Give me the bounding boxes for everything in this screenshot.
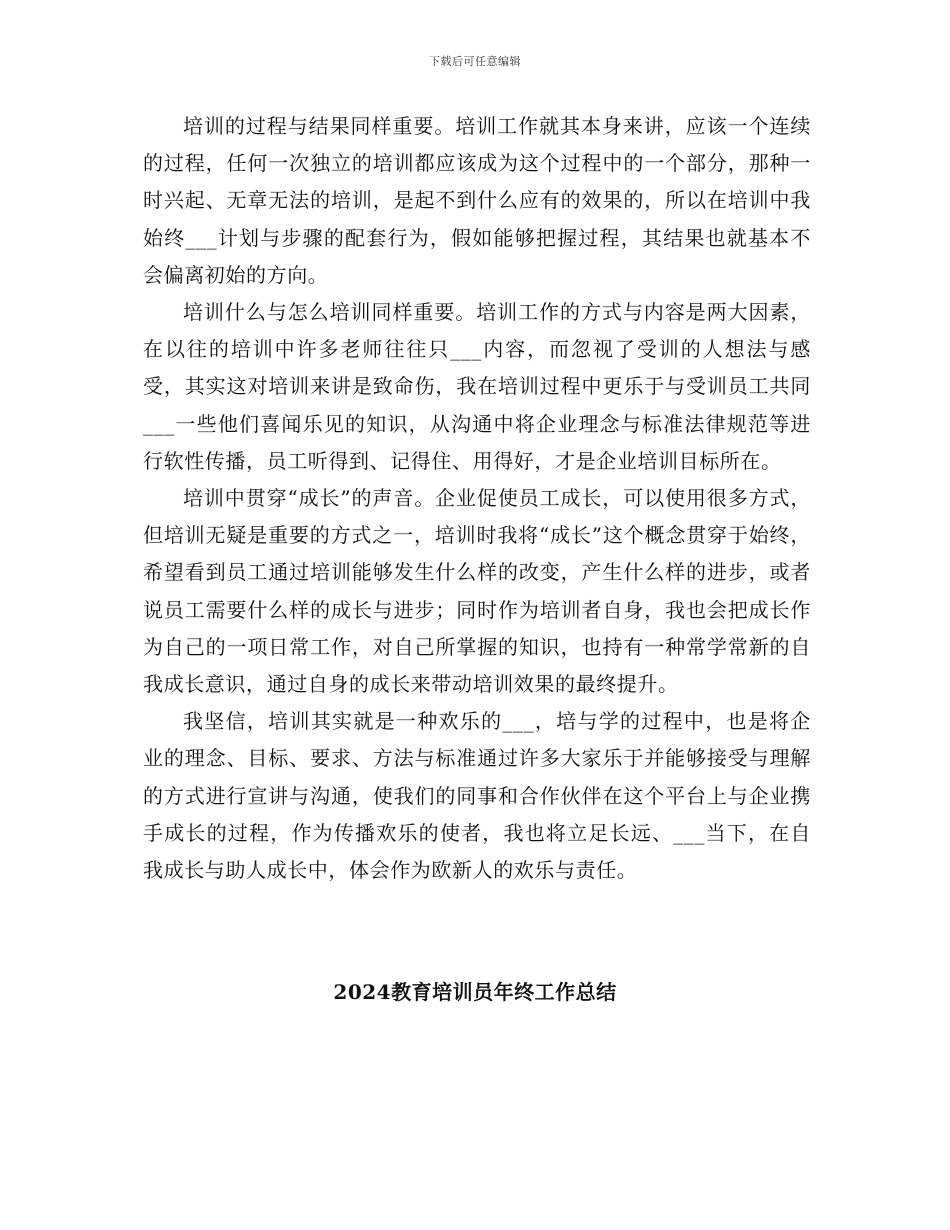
section-title: 2024教育培训员年终工作总结 — [333, 980, 617, 1004]
paragraph-joy: 我坚信，培训其实就是一种欢乐的___，培与学的过程中，也是将企业的理念、目标、要求、方法与标准通过许多大家乐于并能够接受与理解的方式进行宣讲与沟通，使我们的同事和合作伙伴在这个平台上与企业携手成长的过程，作为传播欢乐的使者，我也将立足长远、___当下，在自我成长与助人成长中，体会作为欧新人的欢乐与责任。 — [143, 709, 811, 883]
body-text — [143, 108, 811, 889]
paragraph-content-method: 培训什么与怎么培训同样重要。培训工作的方式与内容是两大因素，在以往的培训中许多老师往往只___内容，而忽视了受训的人想法与感受，其实这对培训来讲是致命伤，我在培训过程中更乐于与受训员工共同___一些他们喜闻乐见的知识，从沟通中将企业理念与标准法律规范等进行软性传播，员工听得到、记得住、用得好，才是企业培训目标所在。 — [143, 300, 811, 473]
paragraph-growth: 培训中贯穿“成长”的声音。企业促使员工成长，可以使用很多方式，但培训无疑是重要的方式之一，培训时我将“成长”这个概念贯穿于始终，希望看到员工通过培训能够发生什么样的改变，产生什么样的进步，或者说员工需要什么样的成长与进步；同时作为培训者自身，我也会把成长作为自己的一项日常工作，对自己所掌握的知识，也持有一种常学常新的自我成长意识，通过自身的成长来带动培训效果的最终提升。 — [143, 486, 811, 697]
paragraph-process: 培训的过程与结果同样重要。培训工作就其本身来讲，应该一个连续的过程，任何一次独立的培训都应该成为这个过程中的一个部分，那种一时兴起、无章无法的培训，是起不到什么应有的效果的，所以在培训中我始终___计划与步骤的配套行为，假如能够把握过程，其结果也就基本不会偏离初始的方向。 — [143, 114, 811, 287]
page-header-note: 下载后可任意编辑 — [429, 55, 521, 68]
